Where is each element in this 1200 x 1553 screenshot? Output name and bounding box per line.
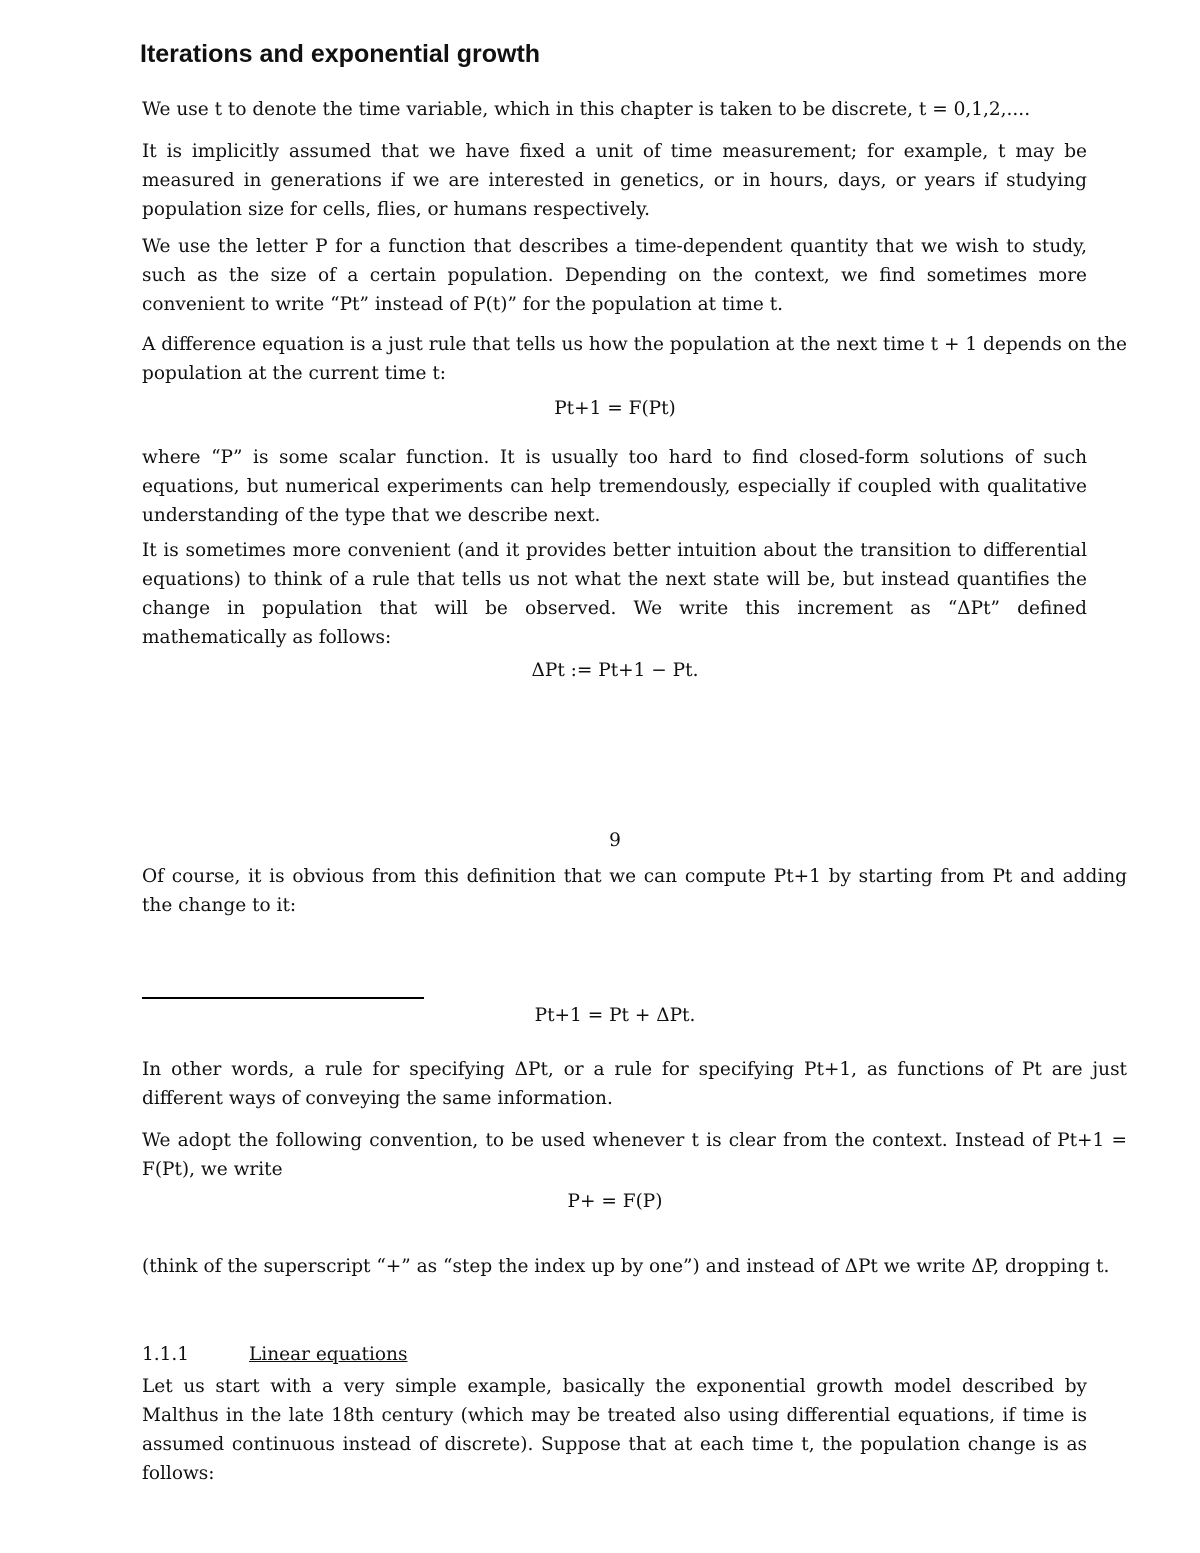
section-number: 1.1.1 (142, 1344, 190, 1365)
page-title: Iterations and exponential growth (140, 40, 541, 68)
paragraph-convention: We adopt the following convention, to be used whenever t is clear from the context. Instead of Pt+1 = F(Pt), we write (142, 1130, 1127, 1180)
equation-sum: Pt+1 = Pt + ΔPt. (534, 1005, 696, 1026)
equation-recurrence: Pt+1 = F(Pt) (554, 398, 676, 419)
paragraph-function-p: We use the letter P for a function that describes a time-dependent quantity that we wish to study, such as the size of a certain population. Depending on the context, we find sometimes more convenient to write “Pt” instead of P(t)” for the population at time t. (142, 236, 1087, 315)
equation-shorthand: P+ = F(P) (567, 1191, 663, 1212)
footnote-separator (142, 997, 424, 999)
paragraph-time-variable: We use t to denote the time variable, which in this chapter is taken to be discrete, t = 0,1,2,.... (142, 99, 1031, 120)
equation-increment: ΔPt := Pt+1 − Pt. (531, 660, 699, 681)
paragraph-equivalent-rules: In other words, a rule for specifying ΔPt, or a rule for specifying Pt+1, as functions of Pt are just different ways of conveying the same information. (142, 1059, 1127, 1109)
section-heading (142, 1344, 407, 1365)
paragraph-superscript-note: (think of the superscript “+” as “step the index up by one”) and instead of ΔPt we write ΔP, dropping t. (142, 1256, 1110, 1277)
paragraph-change-rule: It is sometimes more convenient (and it provides better intuition about the transition to differential equations) to think of a rule that tells us not what the next state will be, but instead quantifies the change in population that will be observed. We write this increment as “ΔPt” defined mathematically as follows: (142, 540, 1087, 648)
section-title: Linear equations (249, 1344, 408, 1365)
page-number: 9 (609, 830, 621, 851)
paragraph-linear-example: Let us start with a very simple example, basically the exponential growth model described by Malthus in the late 18th century (which may be treated also using differential equations, if time is assumed continuous instead of discrete). Suppose that at each time t, the population change is as follows: (142, 1376, 1087, 1484)
paragraph-time-unit: It is implicitly assumed that we have fixed a unit of time measurement; for example, t may be measured in generations if we are interested in genetics, or in hours, days, or years if studying population size for cells, flies, or humans respectively. (142, 141, 1087, 220)
paragraph-difference-equation: A difference equation is a just rule that tells us how the population at the next time t + 1 depends on the population at the current time t: (142, 334, 1127, 384)
paragraph-scalar-function: where “P” is some scalar function. It is usually too hard to find closed-form solutions of such equations, but numerical experiments can help tremendously, especially if coupled with qualitative understanding of the type that we describe next. (142, 447, 1087, 526)
paragraph-compute-next: Of course, it is obvious from this definition that we can compute Pt+1 by starting from Pt and adding the change to it: (142, 866, 1127, 916)
